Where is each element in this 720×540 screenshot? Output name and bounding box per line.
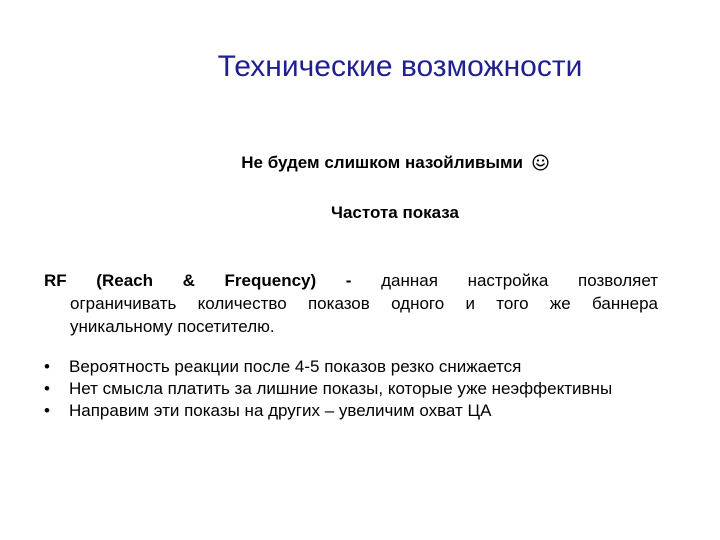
section-heading: Частота показа xyxy=(331,203,459,222)
list-item xyxy=(44,378,612,400)
rf-line-2: ограничивать количество показов одного и того же баннера xyxy=(70,294,658,313)
bullet-text: Направим эти показы на других – увеличим охват ЦА xyxy=(69,401,492,420)
smiley-face-icon xyxy=(532,154,549,176)
rf-line-1 xyxy=(44,269,658,292)
bullet-list xyxy=(44,356,612,422)
subtitle xyxy=(0,153,720,176)
bullet-marker: • xyxy=(44,401,50,420)
slide-title: Технические возможности xyxy=(217,50,583,83)
bullet-marker: • xyxy=(44,379,50,398)
rf-line-3: уникальному посетителю. xyxy=(70,317,275,336)
subtitle-text: Не будем слишком назойливыми xyxy=(241,153,523,172)
rf-term: RF (Reach & Frequency) - xyxy=(44,271,352,290)
list-item xyxy=(44,356,612,378)
bullet-text: Нет смысла платить за лишние показы, которые уже неэффективны xyxy=(69,379,613,398)
rf-paragraph xyxy=(44,269,658,338)
rf-line-1-rest: данная настройка позволяет xyxy=(381,271,658,290)
bullet-text: Вероятность реакции после 4-5 показов резко снижается xyxy=(69,357,522,376)
bullet-marker: • xyxy=(44,357,50,376)
list-item xyxy=(44,400,612,422)
